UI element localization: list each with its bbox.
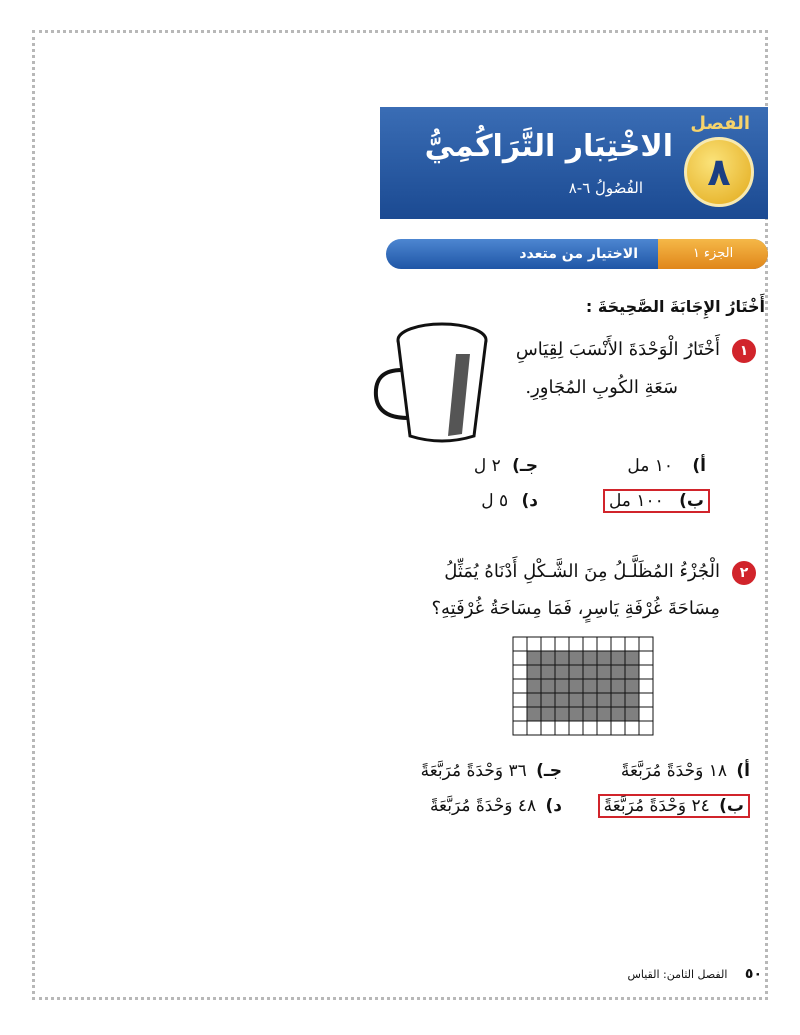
grid-cell	[513, 721, 527, 735]
question-2-number: ٢	[732, 561, 756, 585]
q2-option-c-text: ٣٦ وَحْدَةً مُرَبَّعَةً	[420, 761, 527, 781]
question-2-line-2: مِسَاحَةَ غُرْفَةِ يَاسِرٍ، فَمَا مِسَاحَةُ غُرْفَتِهِ؟	[431, 598, 720, 619]
grid-cell-shaded	[625, 651, 639, 665]
q1-option-a-letter: أ)	[692, 456, 706, 476]
grid-cell	[541, 721, 555, 735]
q2-option-a[interactable]	[621, 761, 750, 781]
grid-cell	[639, 707, 653, 721]
question-1-number: ١	[732, 339, 756, 363]
grid-cell-shaded	[527, 651, 541, 665]
part-title: الاختيار من متعدد	[519, 246, 638, 262]
grid-cell	[513, 651, 527, 665]
grid-cell-shaded	[527, 679, 541, 693]
grid-cell-shaded	[611, 651, 625, 665]
q2-option-c-letter: جـ)	[536, 761, 562, 781]
grid-cell	[639, 651, 653, 665]
grid-cell-shaded	[583, 679, 597, 693]
grid-cell-shaded	[541, 693, 555, 707]
q2-option-d-letter: د)	[545, 796, 562, 816]
grid-cell-shaded	[527, 665, 541, 679]
grid-cell	[583, 721, 597, 735]
page-footer	[627, 966, 762, 982]
grid-cell	[625, 721, 639, 735]
grid-cell-shaded	[611, 693, 625, 707]
grid-cell-shaded	[597, 679, 611, 693]
part-tag: الجزء ١	[658, 239, 768, 269]
grid-cell-shaded	[555, 651, 569, 665]
q1-option-d[interactable]	[481, 491, 538, 511]
grid-cell-shaded	[527, 707, 541, 721]
cup-icon	[372, 318, 490, 448]
grid-cell	[639, 665, 653, 679]
part-bar	[386, 239, 768, 269]
grid-cell	[555, 721, 569, 735]
grid-cell	[513, 679, 527, 693]
q1-option-c[interactable]	[474, 456, 538, 476]
grid-cell	[527, 637, 541, 651]
grid-cell-shaded	[583, 651, 597, 665]
grid-cell	[513, 693, 527, 707]
grid-cell	[639, 679, 653, 693]
grid-cell	[527, 721, 541, 735]
grid-cell-shaded	[555, 665, 569, 679]
grid-cell	[513, 665, 527, 679]
grid-cell	[569, 637, 583, 651]
q1-option-a[interactable]	[627, 456, 706, 476]
question-1-line-1: أَخْتَارُ الْوَحْدَةَ الأَنْسَبَ لِقِيَاسِ	[515, 339, 720, 360]
grid-cell	[541, 637, 555, 651]
grid-cell-shaded	[597, 693, 611, 707]
grid-cell-shaded	[625, 707, 639, 721]
q2-option-d[interactable]	[430, 796, 562, 816]
grid-cell-shaded	[555, 707, 569, 721]
grid-cell-shaded	[569, 707, 583, 721]
grid-cell-shaded	[555, 693, 569, 707]
chapter-number-badge: ٨	[684, 137, 754, 207]
question-2-line-1: الْجُزْءُ المُظَلَّـلُ مِنَ الشَّـكْلِ أَدْنَاهُ يُمَثِّلُ	[444, 561, 720, 582]
grid-cell	[597, 637, 611, 651]
footer-text: الفصل الثامن: القياس	[627, 968, 728, 981]
grid-cell	[639, 637, 653, 651]
grid-cell	[513, 707, 527, 721]
grid-cell-shaded	[541, 707, 555, 721]
q1-option-b-text: ١٠٠ مل	[608, 491, 664, 511]
grid-cell	[569, 721, 583, 735]
q2-option-a-text: ١٨ وَحْدَةً مُرَبَّعَةً	[620, 761, 727, 781]
grid-cell	[611, 637, 625, 651]
instruction: أَخْتَارُ الإِجَابَةَ الصَّحِيحَةَ :	[585, 297, 765, 316]
q1-option-b-correct[interactable]	[603, 489, 710, 513]
area-grid	[512, 636, 654, 736]
grid-cell	[583, 637, 597, 651]
grid-cell-shaded	[611, 679, 625, 693]
grid-cell-shaded	[597, 665, 611, 679]
grid-cell-shaded	[569, 665, 583, 679]
chapter-banner	[380, 107, 768, 219]
q2-option-b-text: ٢٤ وَحْدَةً مُرَبَّعَةً	[603, 796, 710, 816]
q2-option-b-correct[interactable]	[598, 794, 750, 818]
grid-cell-shaded	[583, 665, 597, 679]
q1-option-a-text: ١٠ مل	[627, 456, 673, 476]
q1-option-c-letter: جـ)	[512, 456, 538, 476]
grid-cell-shaded	[527, 693, 541, 707]
chapter-label: الفصل	[690, 113, 750, 134]
grid-cell-shaded	[583, 693, 597, 707]
q2-option-a-letter: أ)	[736, 761, 750, 781]
banner-subtitle: الفُصُولُ ٦-٨	[568, 179, 643, 197]
grid-cell-shaded	[555, 679, 569, 693]
grid-cell	[639, 721, 653, 735]
q1-option-d-text: ٥ ل	[481, 491, 509, 511]
grid-cell-shaded	[597, 651, 611, 665]
grid-cell-shaded	[569, 679, 583, 693]
grid-cell	[513, 637, 527, 651]
grid-cell	[555, 637, 569, 651]
q1-option-c-text: ٢ ل	[473, 456, 501, 476]
grid-cell-shaded	[541, 651, 555, 665]
q1-option-d-letter: د)	[521, 491, 538, 511]
grid-cell-shaded	[569, 651, 583, 665]
grid-cell	[625, 637, 639, 651]
grid-cell-shaded	[569, 693, 583, 707]
grid-cell-shaded	[625, 679, 639, 693]
q1-option-b-letter: ب)	[679, 491, 704, 511]
banner-title: الاخْتِبَار التَّرَاكُمِيُّ	[424, 129, 673, 164]
q2-option-c[interactable]	[421, 761, 562, 781]
q2-option-b-letter: ب)	[719, 796, 744, 816]
grid-cell-shaded	[625, 665, 639, 679]
grid-cell-shaded	[583, 707, 597, 721]
grid-cell-shaded	[611, 665, 625, 679]
grid-cell	[597, 721, 611, 735]
q2-option-d-text: ٤٨ وَحْدَةً مُرَبَّعَةً	[429, 796, 537, 816]
grid-cell	[639, 693, 653, 707]
grid-cell-shaded	[541, 665, 555, 679]
grid-cell-shaded	[625, 693, 639, 707]
grid-cell-shaded	[597, 707, 611, 721]
question-1-line-2: سَعَةِ الكُوبِ المُجَاوِرِ.	[525, 377, 678, 398]
grid-cell-shaded	[611, 707, 625, 721]
page-number: ٥٠	[744, 966, 762, 982]
grid-cell	[611, 721, 625, 735]
grid-cell-shaded	[541, 679, 555, 693]
